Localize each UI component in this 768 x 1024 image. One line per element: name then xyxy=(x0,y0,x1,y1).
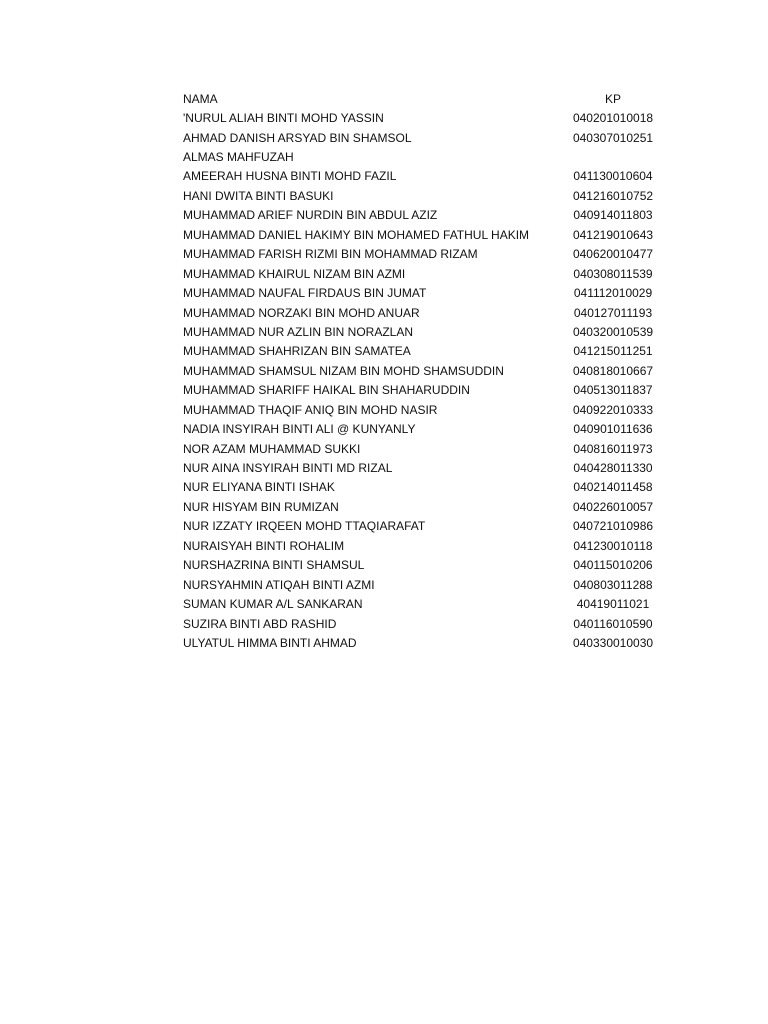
student-kp: 040816011973 xyxy=(573,441,653,456)
table-row xyxy=(183,419,663,438)
table-row xyxy=(183,633,663,652)
student-name: NUR HISYAM BIN RUMIZAN xyxy=(183,499,339,514)
table-row xyxy=(183,147,663,166)
table-row xyxy=(183,283,663,302)
student-name: MUHAMMAD KHAIRUL NIZAM BIN AZMI xyxy=(183,266,406,281)
table-row xyxy=(183,381,663,400)
table-row xyxy=(183,594,663,613)
table-row xyxy=(183,167,663,186)
student-name: NADIA INSYIRAH BINTI ALI @ KUNYANLY xyxy=(183,422,416,437)
student-name: MUHAMMAD THAQIF ANIQ BIN MOHD NASIR xyxy=(183,402,438,417)
student-kp: 040818010667 xyxy=(572,363,654,378)
student-kp: 040620010477 xyxy=(572,247,654,262)
student-kp: 040914011803 xyxy=(573,208,653,223)
student-name: NURSYAHMIN ATIQAH BINTI AZMI xyxy=(183,577,375,592)
student-name: NUR AINA INSYIRAH BINTI MD RIZAL xyxy=(183,461,393,476)
student-name: MUHAMMAD FARISH RIZMI BIN MOHAMMAD RIZAM xyxy=(183,247,478,262)
student-kp: 041215011251 xyxy=(573,344,653,359)
student-kp: 040901011636 xyxy=(573,422,653,437)
student-kp: 040721010986 xyxy=(572,519,654,534)
student-name: MUHAMMAD NAUFAL FIRDAUS BIN JUMAT xyxy=(183,286,427,301)
student-kp: 041130010604 xyxy=(573,169,653,184)
table-row xyxy=(183,517,663,536)
table-row xyxy=(183,361,663,380)
student-name: ALMAS MAHFUZAH xyxy=(183,150,294,165)
student-kp: 040320010539 xyxy=(572,324,654,339)
student-name: MUHAMMAD SHAMSUL NIZAM BIN MOHD SHAMSUDDIN xyxy=(183,363,504,378)
table-row xyxy=(183,458,663,477)
student-kp: 040214011458 xyxy=(573,480,653,495)
student-kp: 040127011193 xyxy=(573,305,653,320)
student-kp: 040513011837 xyxy=(573,383,653,398)
student-name: NUR IZZATY IRQEEN MOHD TTAQIARAFAT xyxy=(183,519,426,534)
table-header-row xyxy=(183,89,663,108)
table-row xyxy=(183,478,663,497)
student-kp: 040428011330 xyxy=(573,461,653,476)
student-name: SUZIRA BINTI ABD RASHID xyxy=(183,616,337,631)
student-kp: 041230010118 xyxy=(573,538,653,553)
table-row xyxy=(183,536,663,555)
table-row xyxy=(183,225,663,244)
student-name: NOR AZAM MUHAMMAD SUKKI xyxy=(183,441,361,456)
student-kp: 041219010643 xyxy=(572,227,654,242)
column-header-kp: KP xyxy=(604,91,621,106)
student-kp: 040115010206 xyxy=(573,558,653,573)
table-row xyxy=(183,497,663,516)
student-name: MUHAMMAD NORZAKI BIN MOHD ANUAR xyxy=(183,305,420,320)
student-name: ULYATUL HIMMA BINTI AHMAD xyxy=(183,635,357,650)
table-row xyxy=(183,108,663,127)
student-name: MUHAMMAD SHAHRIZAN BIN SAMATEA xyxy=(183,344,411,359)
table-row xyxy=(183,206,663,225)
student-name: MUHAMMAD ARIEF NURDIN BIN ABDUL AZIZ xyxy=(183,208,438,223)
student-name: NUR ELIYANA BINTI ISHAK xyxy=(183,480,335,495)
column-header-name: NAMA xyxy=(183,91,218,106)
student-table xyxy=(183,89,663,653)
student-name: NURAISYAH BINTI ROHALIM xyxy=(183,538,345,553)
student-name: AMEERAH HUSNA BINTI MOHD FAZIL xyxy=(183,169,397,184)
table-row xyxy=(183,342,663,361)
student-kp: 041216010752 xyxy=(572,188,654,203)
table-row xyxy=(183,575,663,594)
table-row xyxy=(183,556,663,575)
student-kp: 040307010251 xyxy=(572,130,654,145)
student-name: MUHAMMAD NUR AZLIN BIN NORAZLAN xyxy=(183,324,414,339)
student-name: HANI DWITA BINTI BASUKI xyxy=(183,188,334,203)
table-row xyxy=(183,264,663,283)
table-row xyxy=(183,186,663,205)
student-kp: 040201010018 xyxy=(572,111,654,126)
student-kp: 040330010030 xyxy=(572,635,654,650)
student-name: AHMAD DANISH ARSYAD BIN SHAMSOL xyxy=(183,130,412,145)
student-name: SUMAN KUMAR A/L SANKARAN xyxy=(183,597,363,612)
student-kp: 040116010590 xyxy=(573,616,653,631)
table-row xyxy=(183,400,663,419)
student-kp: 40419011021 xyxy=(576,597,650,612)
table-row xyxy=(183,322,663,341)
student-name: 'NURUL ALIAH BINTI MOHD YASSIN xyxy=(183,111,384,126)
table-row xyxy=(183,245,663,264)
table-row xyxy=(183,614,663,633)
student-name: MUHAMMAD SHARIFF HAIKAL BIN SHAHARUDDIN xyxy=(183,383,470,398)
table-row xyxy=(183,128,663,147)
student-kp: 040922010333 xyxy=(572,402,654,417)
table-row xyxy=(183,303,663,322)
student-name: MUHAMMAD DANIEL HAKIMY BIN MOHAMED FATHUL HAKIM xyxy=(183,227,530,242)
student-kp: 040308011539 xyxy=(573,266,653,281)
table-body xyxy=(183,108,663,652)
student-name: NURSHAZRINA BINTI SHAMSUL xyxy=(183,558,365,573)
student-kp: 041112010029 xyxy=(573,286,653,301)
student-kp: 040226010057 xyxy=(572,499,654,514)
student-kp: 040803011288 xyxy=(573,577,653,592)
table-row xyxy=(183,439,663,458)
